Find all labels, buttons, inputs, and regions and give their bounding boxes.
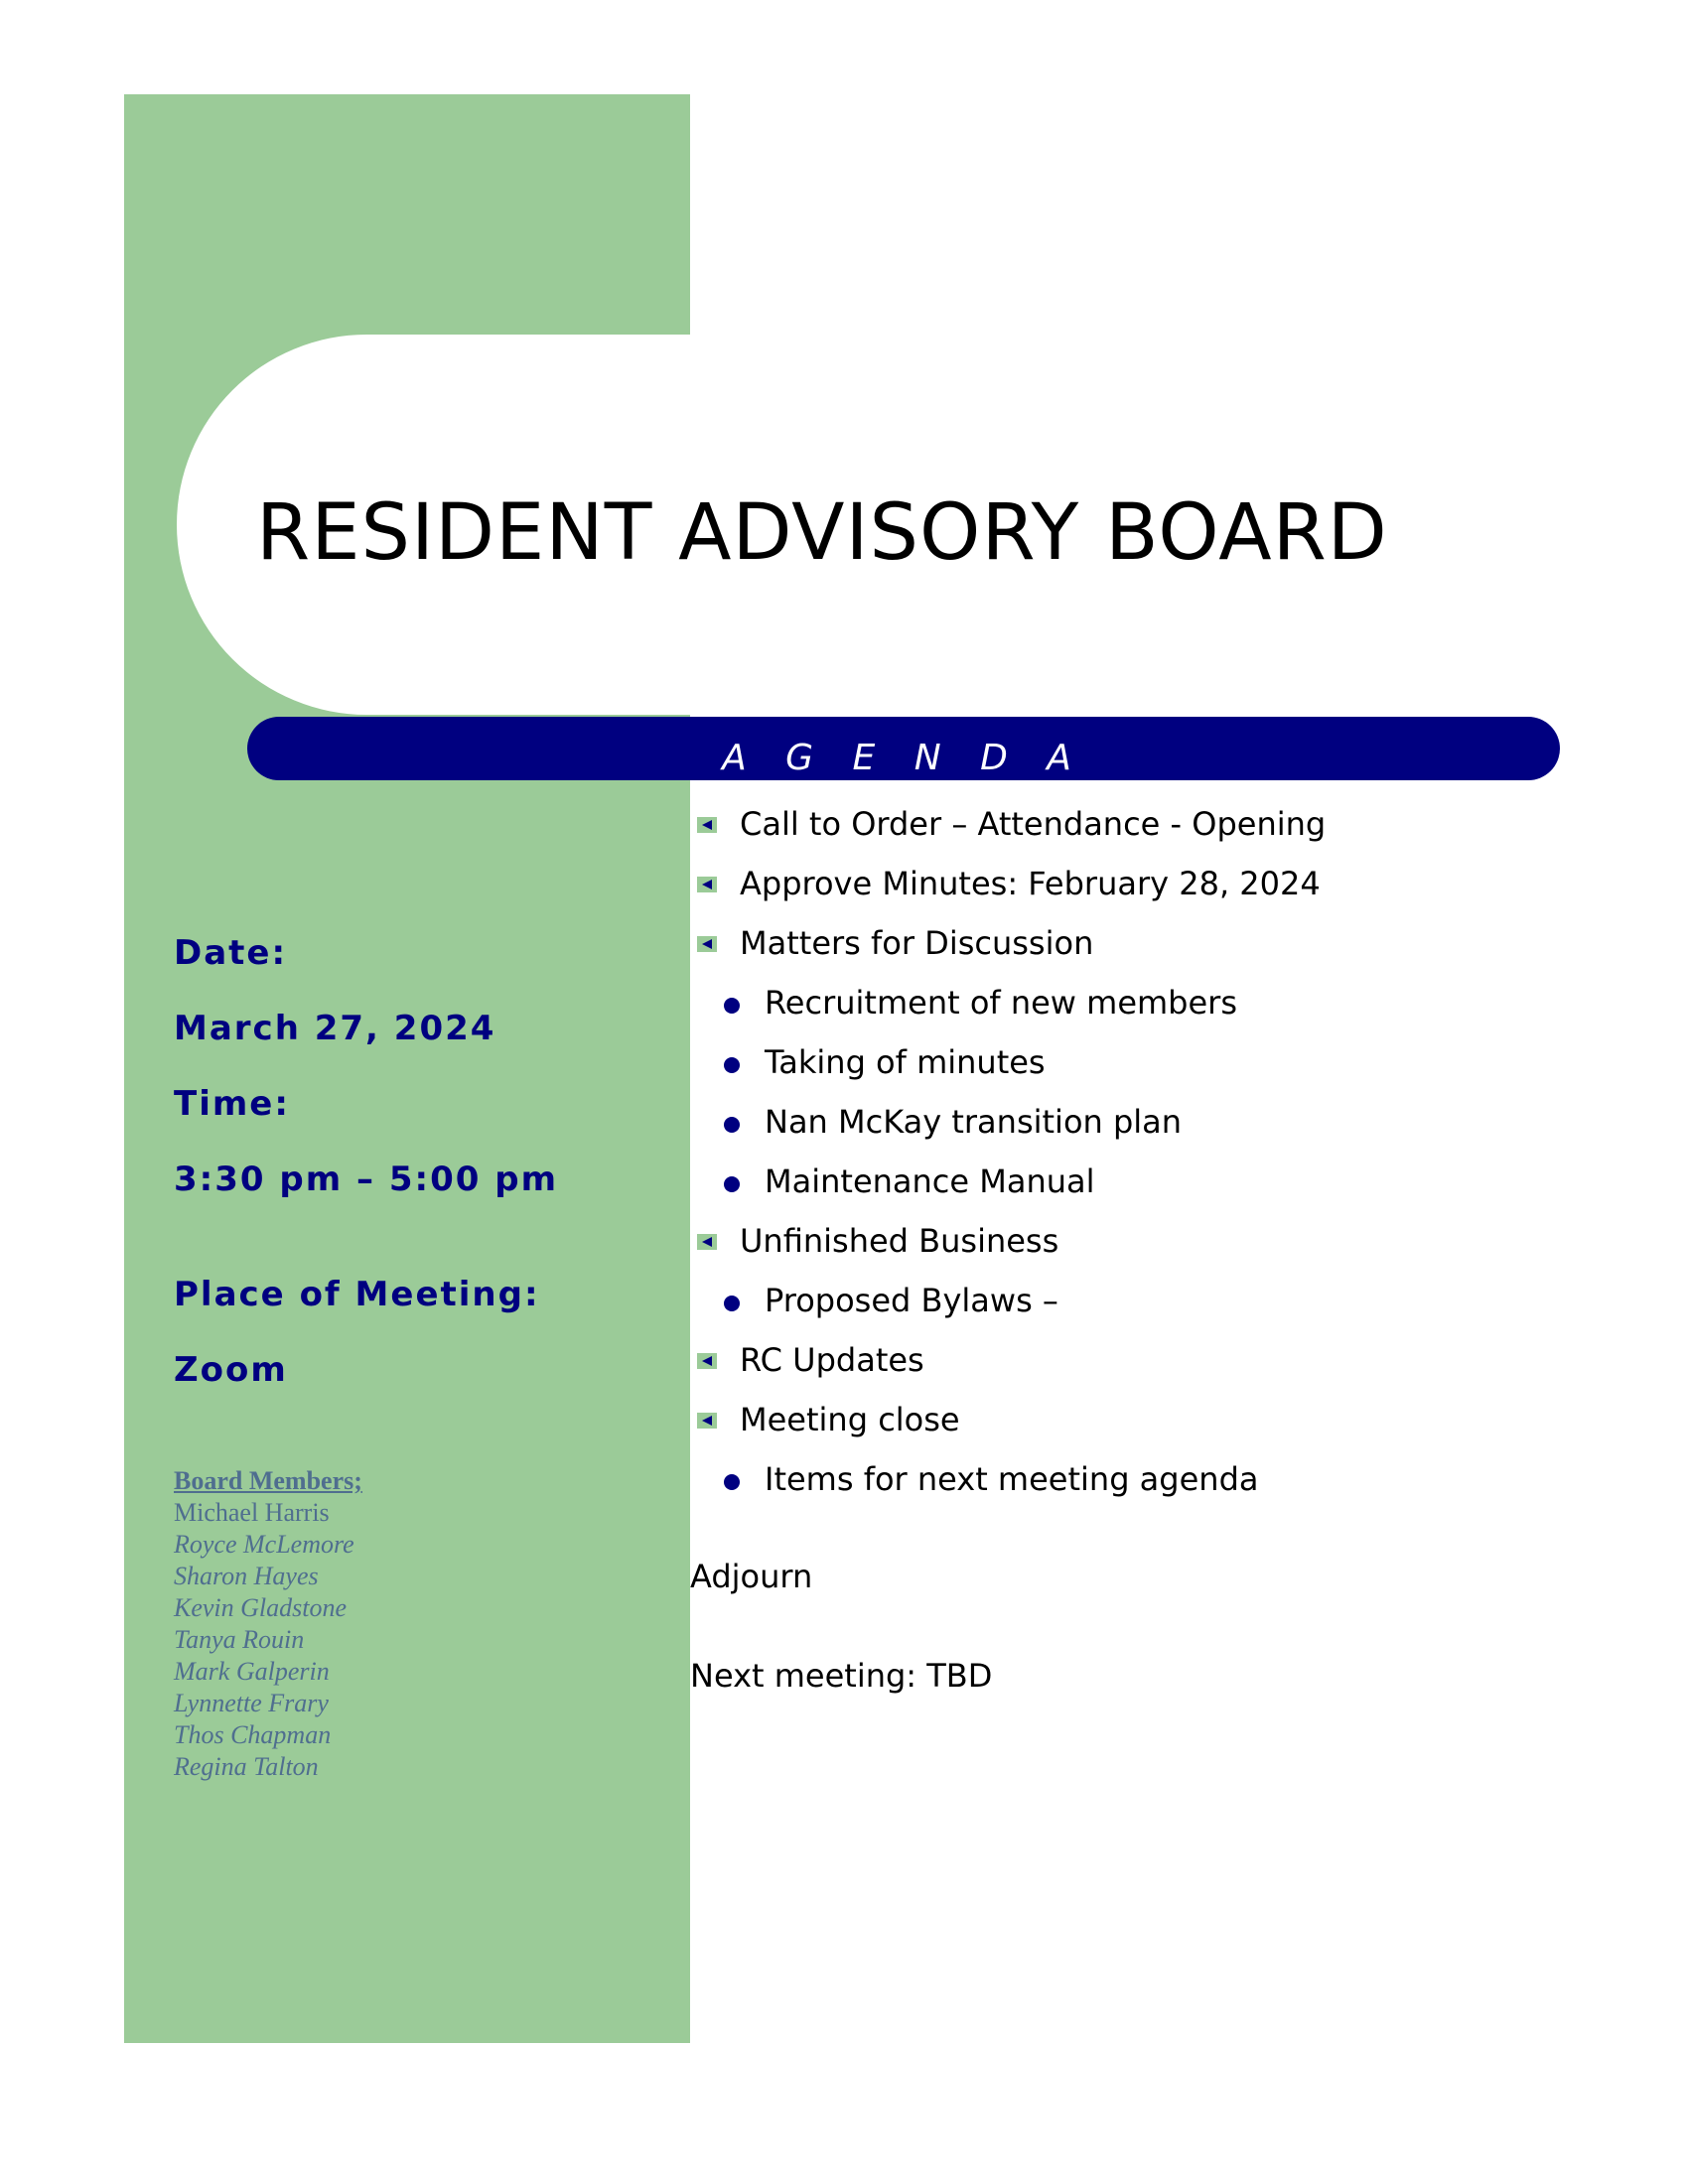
agenda-item-text: Nan McKay transition plan <box>765 1103 1183 1141</box>
agenda-banner-label: A G E N D A <box>722 738 1085 778</box>
agenda-item <box>695 1340 1326 1400</box>
agenda-item-text: Recruitment of new members <box>765 984 1237 1022</box>
time-value: 3:30 pm – 5:00 pm <box>174 1160 559 1199</box>
dot-bullet-icon <box>724 998 740 1014</box>
page-title: RESIDENT ADVISORY BOARD <box>256 488 1388 578</box>
agenda-item-text: Approve Minutes: February 28, 2024 <box>740 865 1321 902</box>
square-bullet-icon <box>697 817 717 833</box>
agenda-banner <box>247 717 1560 780</box>
square-bullet-icon <box>697 877 717 892</box>
dot-bullet-icon <box>724 1117 740 1133</box>
agenda-item <box>695 864 1326 923</box>
board-members-heading: Board Members; <box>174 1466 362 1495</box>
square-bullet-icon <box>697 1234 717 1250</box>
dot-bullet-icon <box>724 1474 740 1490</box>
place-value: Zoom <box>174 1350 288 1390</box>
agenda-item-text: Unfinished Business <box>740 1222 1059 1260</box>
board-members <box>174 1465 362 1783</box>
place-label: Place of Meeting: <box>174 1275 540 1314</box>
agenda-item-text: Maintenance Manual <box>765 1162 1095 1200</box>
agenda-subitem <box>695 1042 1326 1102</box>
agenda-item-text: Meeting close <box>740 1401 960 1438</box>
agenda-subitem <box>695 1102 1326 1161</box>
agenda-item-text: Matters for Discussion <box>740 924 1094 962</box>
board-member: Lynnette Frary <box>174 1689 329 1717</box>
agenda-item <box>695 1400 1326 1459</box>
dot-bullet-icon <box>724 1176 740 1192</box>
square-bullet-icon <box>697 936 717 952</box>
agenda-subitem <box>695 1161 1326 1221</box>
agenda-item-text: Taking of minutes <box>765 1043 1046 1081</box>
date-label: Date: <box>174 933 288 973</box>
agenda-item-text: Proposed Bylaws – <box>765 1282 1058 1319</box>
next-meeting-text: Next meeting: TBD <box>690 1657 993 1695</box>
agenda-subitem <box>695 983 1326 1042</box>
dot-bullet-icon <box>724 1057 740 1073</box>
agenda-item-text: Call to Order – Attendance - Opening <box>740 805 1327 843</box>
board-member: Thos Chapman <box>174 1720 332 1749</box>
dot-bullet-icon <box>724 1296 740 1311</box>
agenda-subitem <box>695 1281 1326 1340</box>
board-member: Mark Galperin <box>174 1657 330 1686</box>
agenda-item <box>695 1221 1326 1281</box>
agenda-list <box>695 804 1326 1519</box>
agenda-item-text: Items for next meeting agenda <box>765 1460 1259 1498</box>
agenda-subitem <box>695 1459 1326 1519</box>
agenda-item-text: RC Updates <box>740 1341 924 1379</box>
agenda-item <box>695 804 1326 864</box>
time-label: Time: <box>174 1084 290 1124</box>
board-member: Royce McLemore <box>174 1530 354 1559</box>
board-member: Sharon Hayes <box>174 1562 319 1590</box>
square-bullet-icon <box>697 1413 717 1429</box>
agenda-item <box>695 923 1326 983</box>
board-member: Regina Talton <box>174 1752 319 1781</box>
square-bullet-icon <box>697 1353 717 1369</box>
board-member: Kevin Gladstone <box>174 1593 348 1622</box>
board-member: Michael Harris <box>174 1498 330 1527</box>
date-value: March 27, 2024 <box>174 1009 496 1048</box>
adjourn-text: Adjourn <box>690 1558 813 1595</box>
board-member: Tanya Rouin <box>174 1625 305 1654</box>
